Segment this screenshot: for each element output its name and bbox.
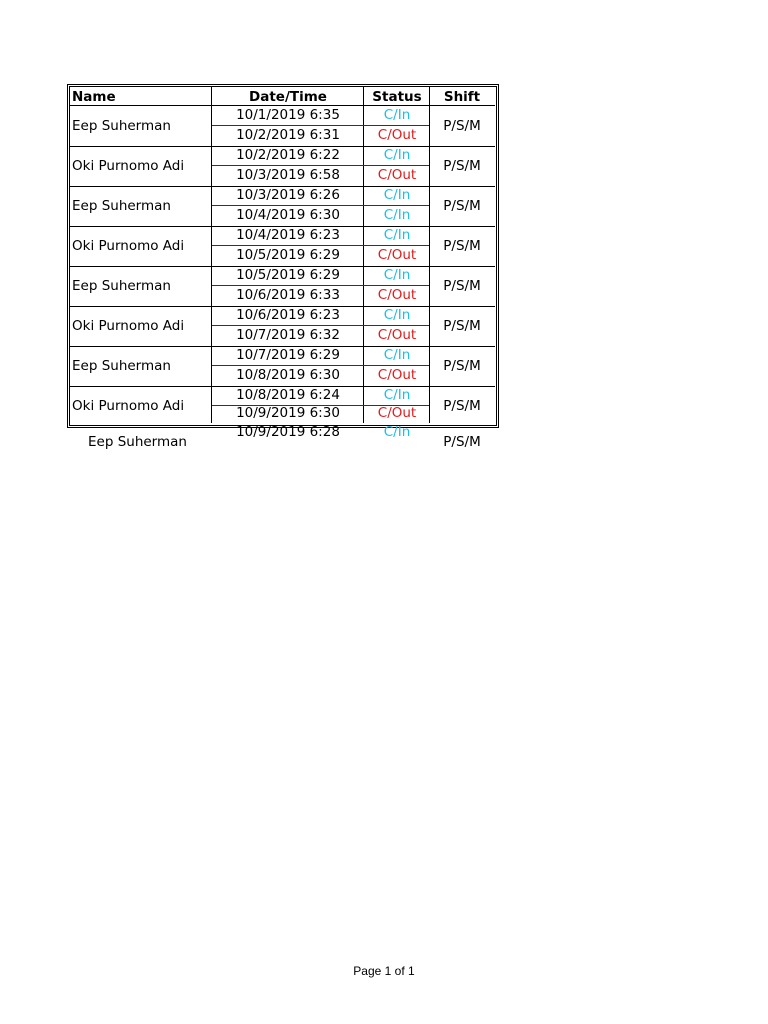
cell-name: Oki Purnomo Adi (72, 238, 185, 254)
trailing-status: C/In (383, 424, 411, 440)
cell-datetime: 10/4/2019 6:23 (236, 227, 340, 243)
cell-shift: P/S/M (443, 158, 481, 174)
cell-shift: P/S/M (443, 118, 481, 134)
cell-datetime: 10/6/2019 6:33 (236, 287, 340, 303)
cell-status: C/Out (377, 367, 417, 383)
cell-datetime: 10/4/2019 6:30 (236, 207, 340, 223)
cell-status: C/In (383, 347, 411, 363)
cell-datetime: 10/5/2019 6:29 (236, 267, 340, 283)
header-shift: Shift (443, 89, 481, 105)
header-name: Name (72, 89, 116, 105)
cell-datetime: 10/6/2019 6:23 (236, 307, 340, 323)
cell-datetime: 10/2/2019 6:31 (236, 127, 340, 143)
cell-status: C/In (383, 187, 411, 203)
trailing-shift: P/S/M (443, 434, 481, 450)
cell-shift: P/S/M (443, 278, 481, 294)
cell-shift: P/S/M (443, 318, 481, 334)
cell-status: C/In (383, 307, 411, 323)
cell-name: Oki Purnomo Adi (72, 158, 185, 174)
trailing-datetime: 10/9/2019 6:28 (236, 424, 340, 440)
cell-datetime: 10/1/2019 6:35 (236, 107, 340, 123)
cell-status: C/Out (377, 327, 417, 343)
cell-datetime: 10/7/2019 6:32 (236, 327, 340, 343)
cell-datetime: 10/8/2019 6:24 (236, 387, 340, 403)
cell-datetime: 10/7/2019 6:29 (236, 347, 340, 363)
cell-datetime: 10/8/2019 6:30 (236, 367, 340, 383)
page-footer: Page 1 of 1 (353, 964, 415, 978)
trailing-name: Eep Suherman (88, 434, 187, 450)
cell-name: Eep Suherman (72, 118, 171, 134)
header-status: Status (372, 89, 422, 105)
cell-datetime: 10/5/2019 6:29 (236, 247, 340, 263)
cell-datetime: 10/9/2019 6:30 (236, 405, 340, 421)
cell-status: C/In (383, 107, 411, 123)
cell-status: C/In (383, 207, 411, 223)
cell-status: C/In (383, 147, 411, 163)
cell-status: C/In (383, 227, 411, 243)
cell-name: Oki Purnomo Adi (72, 398, 185, 414)
cell-shift: P/S/M (443, 398, 481, 414)
header-datetime: Date/Time (249, 89, 327, 105)
cell-datetime: 10/2/2019 6:22 (236, 147, 340, 163)
cell-name: Eep Suherman (72, 358, 171, 374)
cell-name: Oki Purnomo Adi (72, 318, 185, 334)
cell-shift: P/S/M (443, 358, 481, 374)
cell-status: C/Out (377, 405, 417, 421)
cell-status: C/In (383, 387, 411, 403)
cell-shift: P/S/M (443, 238, 481, 254)
cell-shift: P/S/M (443, 198, 481, 214)
cell-status: C/Out (377, 247, 417, 263)
cell-status: C/In (383, 267, 411, 283)
cell-datetime: 10/3/2019 6:26 (236, 187, 340, 203)
cell-name: Eep Suherman (72, 278, 171, 294)
cell-status: C/Out (377, 167, 417, 183)
cell-status: C/Out (377, 127, 417, 143)
cell-datetime: 10/3/2019 6:58 (236, 167, 340, 183)
cell-name: Eep Suherman (72, 198, 171, 214)
cell-status: C/Out (377, 287, 417, 303)
